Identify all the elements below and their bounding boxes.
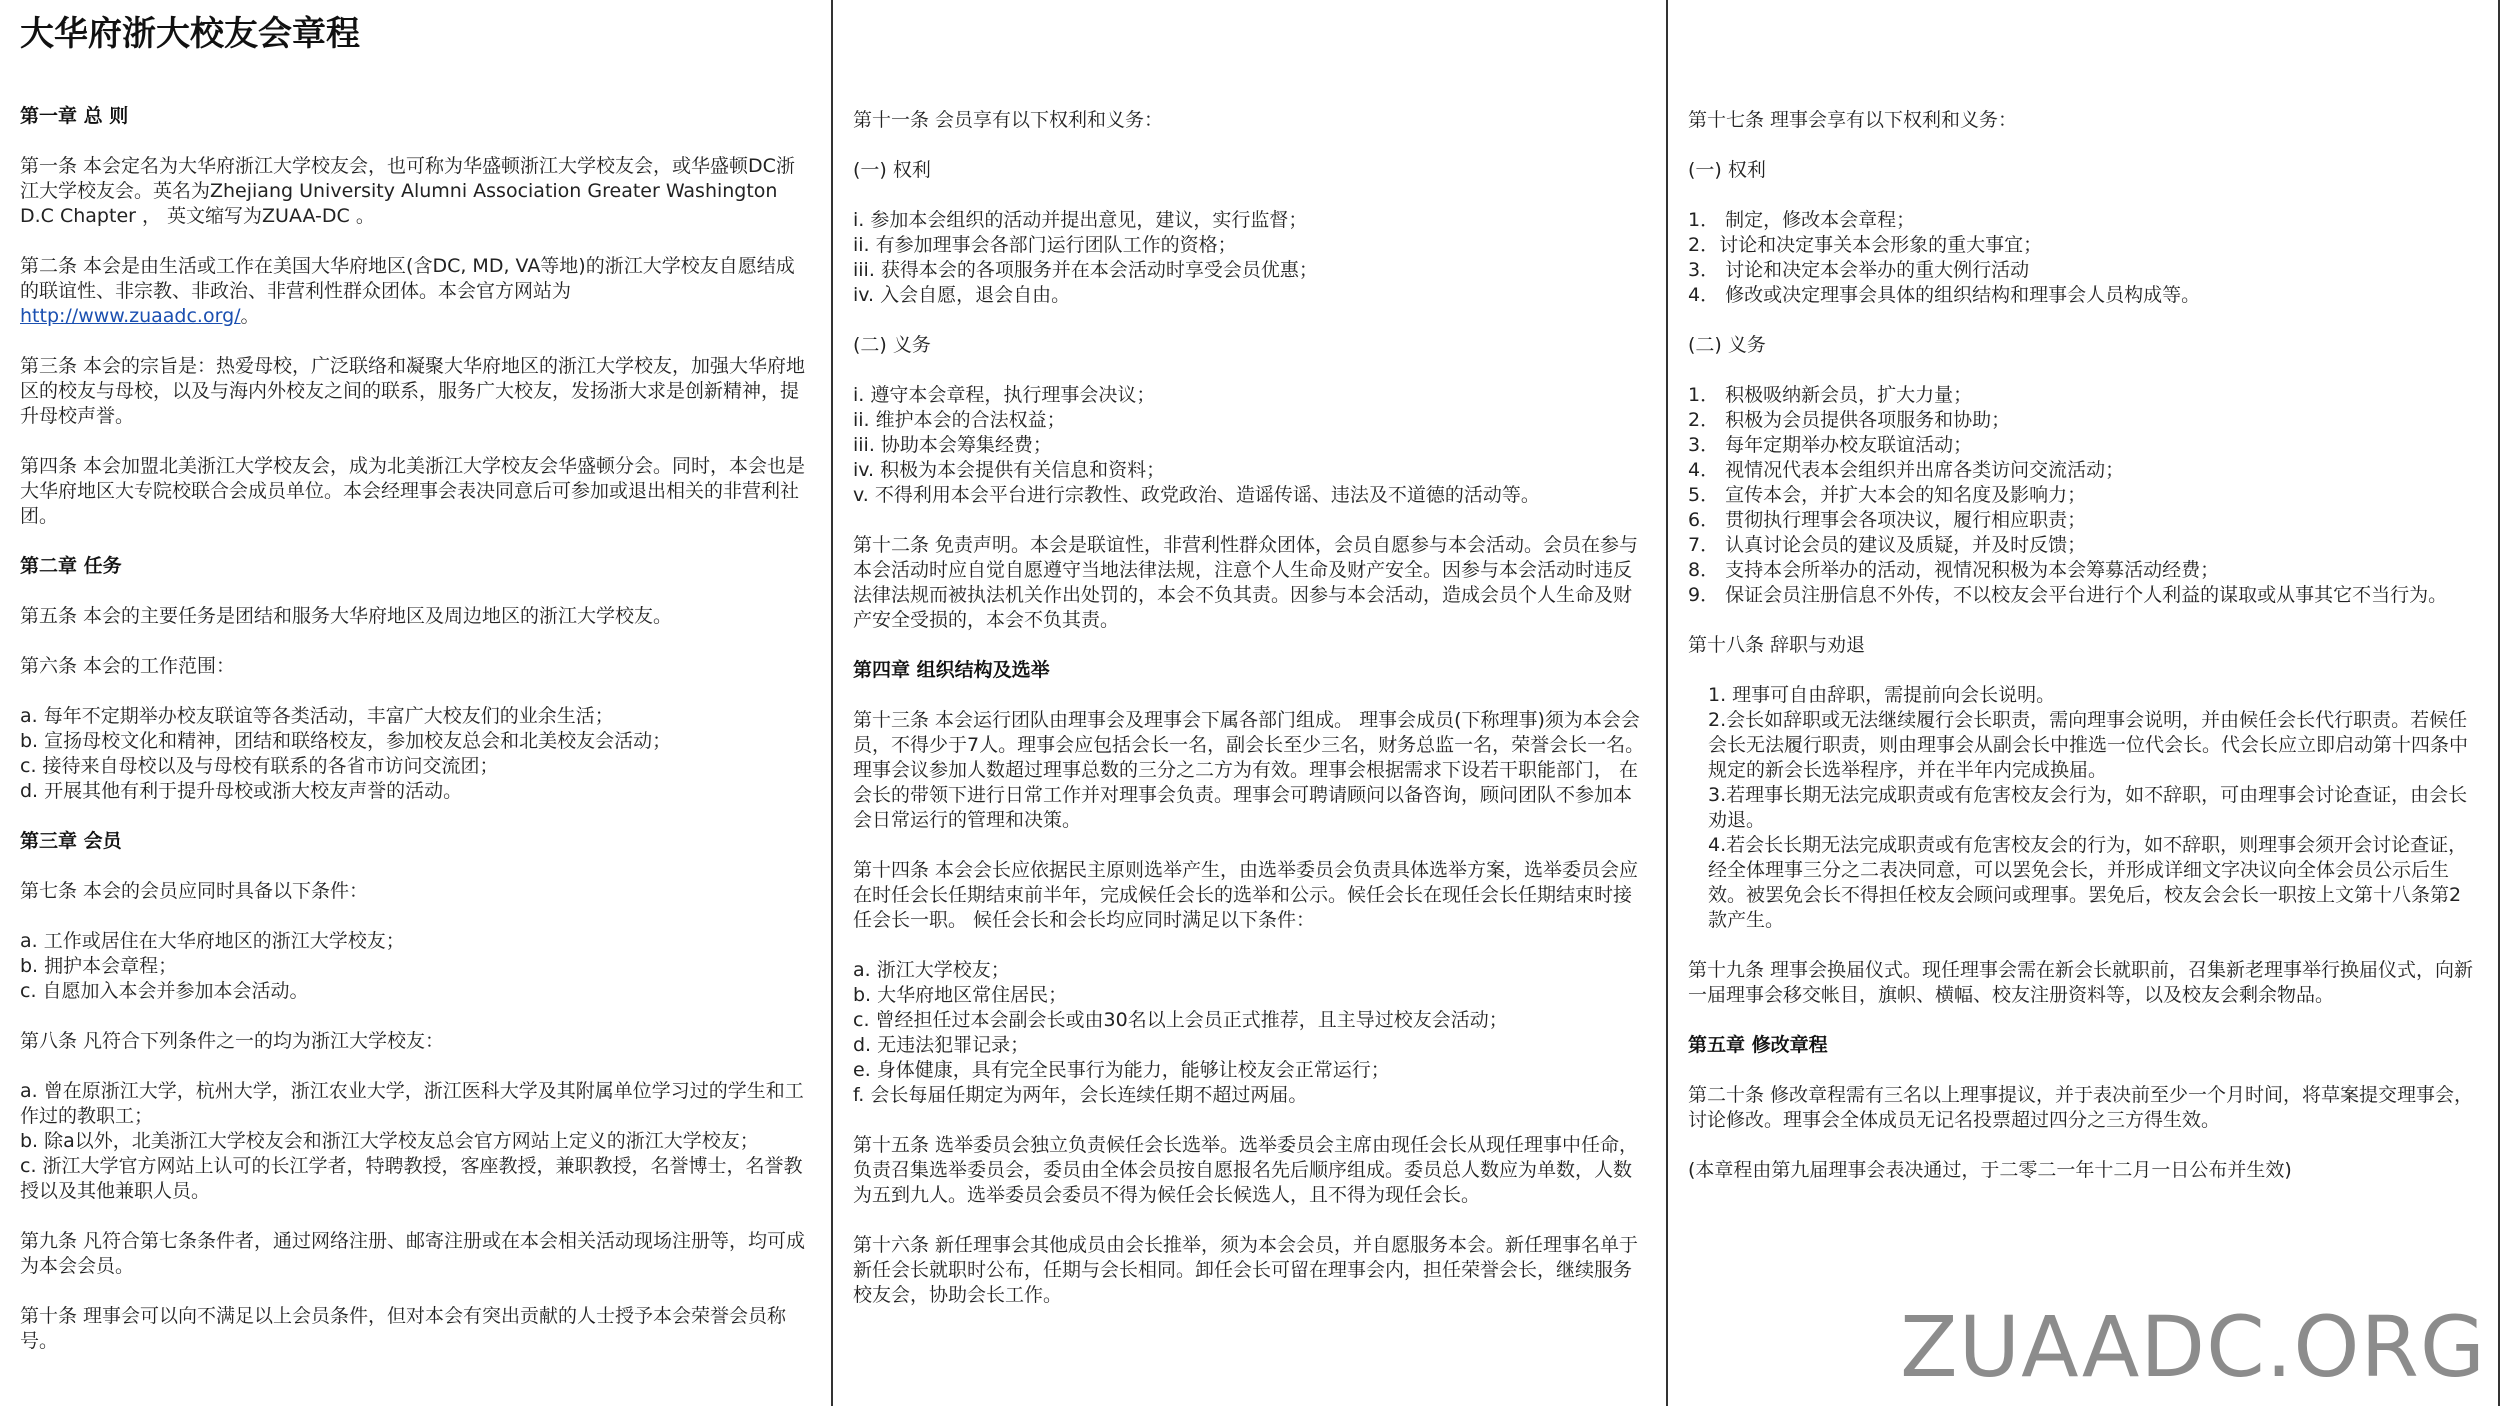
chapter-4-heading: 第四章 组织结构及选举 <box>853 659 1050 681</box>
column-3 <box>1668 0 2500 1406</box>
article-8: 第八条 凡符合下列条件之一的均为浙江大学校友： <box>20 1030 445 1052</box>
column-2 <box>833 0 1668 1406</box>
list-item: 2． 积极为会员提供各项服务和协助； <box>1688 409 2011 431</box>
official-website-link[interactable]: http://www.zuaadc.org/ <box>20 305 241 327</box>
list-item: 2．讨论和决定事关本会形象的重大事宜； <box>1688 234 2043 256</box>
list-item: iii. 获得本会的各项服务并在本会活动时享受会员优惠； <box>853 259 1318 281</box>
list-item: 4.若会长长期无法完成职责或有危害校友会的行为，如不辞职，则理事会须开会讨论查证，经全体理事三分之二表决同意，可以罢免会长，并形成详细文字决议向全体会员公示后生效。被罢免会长不得担任校友会顾问或理事。罢免后，校友会会长一职按上文第十八条第2款产生。 <box>1708 834 2468 931</box>
article-17-duties-list <box>1688 383 2478 608</box>
list-item: ii. 有参加理事会各部门运行团队工作的资格； <box>853 234 1237 256</box>
list-item: c. 曾经担任过本会副会长或由30名以上会员正式推荐，且主导过校友会活动； <box>853 1009 1508 1031</box>
article-11: 第十一条 会员享有以下权利和义务： <box>853 109 1164 131</box>
list-item: 5． 宣传本会，并扩大本会的知名度及影响力； <box>1688 484 2087 506</box>
list-item: d. 无违法犯罪记录； <box>853 1034 1030 1056</box>
article-14-list <box>853 958 1646 1108</box>
article-17: 第十七条 理事会享有以下权利和义务： <box>1688 109 2018 131</box>
article-6-list <box>20 704 811 804</box>
list-item: c. 接待来自母校以及与母校有联系的各省市访问交流团； <box>20 755 499 777</box>
article-17-duties-heading: (二) 义务 <box>1688 334 1766 356</box>
list-item: 6． 贯彻执行理事会各项决议，履行相应职责； <box>1688 509 2087 531</box>
list-item: d. 开展其他有利于提升母校或浙大校友声誉的活动。 <box>20 780 463 802</box>
list-item: 8． 支持本会所举办的活动，视情况积极为本会筹募活动经费； <box>1688 559 2220 581</box>
article-2 <box>20 254 811 329</box>
list-item: a. 工作或居住在大华府地区的浙江大学校友； <box>20 930 405 952</box>
article-7-list <box>20 929 811 1004</box>
list-item: iii. 协助本会筹集经费； <box>853 434 1052 456</box>
list-item: b. 拥护本会章程； <box>20 955 178 977</box>
list-item: c. 自愿加入本会并参加本会活动。 <box>20 980 309 1002</box>
article-18: 第十八条 辞职与劝退 <box>1688 634 1866 656</box>
list-item: a. 浙江大学校友； <box>853 959 1010 981</box>
column-1 <box>0 0 833 1406</box>
list-item: a. 曾在原浙江大学，杭州大学，浙江农业大学，浙江医科大学及其附属单位学习过的学生和工作过的教职工； <box>20 1080 804 1127</box>
article-16: 第十六条 新任理事会其他成员由会长推举，须为本会会员，并自愿服务本会。新任理事名单于新任会长就职时公布，任期与会长相同。卸任会长可留在理事会内，担任荣誉会长，继续服务校友会，协助会长工作。 <box>853 1234 1639 1306</box>
list-item: b. 除a以外，北美浙江大学校友会和浙江大学校友总会官方网站上定义的浙江大学校友； <box>20 1130 759 1152</box>
article-17-rights-list <box>1688 208 2478 308</box>
article-11-duties-list <box>853 383 1646 508</box>
list-item: 9． 保证会员注册信息不外传，不以校友会平台进行个人利益的谋取或从事其它不当行为。 <box>1688 584 2448 606</box>
article-15: 第十五条 选举委员会独立负责候任会长选举。选举委员会主席由现任会长从现任理事中任命，负责召集选举委员会，委员由全体会员按自愿报名先后顺序组成。委员总人数应为单数，人数为五到九人。选举委员会委员不得为候任会长候选人，且不得为现任会长。 <box>853 1134 1639 1206</box>
chapter-3-heading: 第三章 会员 <box>20 830 122 852</box>
list-item: 2.会长如辞职或无法继续履行会长职责，需向理事会说明，并由候任会长代行职责。若候任会长无法履行职责，则由理事会从副会长中推选一位代会长。代会长应立即启动第十四条中规定的新会长选举程序，并在半年内完成换届。 <box>1708 709 2469 781</box>
article-17-rights-heading: (一) 权利 <box>1688 159 1766 181</box>
article-20: 第二十条 修改章程需有三名以上理事提议，并于表决前至少一个月时间，将草案提交理事会，讨论修改。理事会全体成员无记名投票超过四分之三方得生效。 <box>1688 1084 2474 1131</box>
list-item: 1． 积极吸纳新会员，扩大力量； <box>1688 384 1973 406</box>
article-19: 第十九条 理事会换届仪式。现任理事会需在新会长就职前，召集新老理事举行换届仪式，向新一届理事会移交帐目，旗帜、横幅、校友注册资料等，以及校友会剩余物品。 <box>1688 959 2474 1006</box>
article-1: 第一条 本会定名为大华府浙江大学校友会，也可称为华盛顿浙江大学校友会，或华盛顿DC浙江大学校友会。英名为Zhejiang University Alumni Association Greater Washington D.C Chapter ， 英文缩写为ZUAA-DC 。 <box>20 155 795 227</box>
list-item: b. 宣扬母校文化和精神，团结和联络校友，参加校友总会和北美校友会活动； <box>20 730 672 752</box>
list-item: 1. 理事可自由辞职，需提前向会长说明。 <box>1708 684 2056 706</box>
list-item: iv. 积极为本会提供有关信息和资料； <box>853 459 1166 481</box>
list-item: i. 遵守本会章程，执行理事会决议； <box>853 384 1156 406</box>
list-item: v. 不得利用本会平台进行宗教性、政党政治、造谣传谣、违法及不道德的活动等。 <box>853 484 1540 506</box>
article-7: 第七条 本会的会员应同时具备以下条件： <box>20 880 369 902</box>
document-title: 大华府浙大校友会章程 <box>20 14 360 54</box>
site-watermark: ZUAADC.ORG <box>1900 1298 2486 1396</box>
article-4: 第四条 本会加盟北美浙江大学校友会，成为北美浙江大学校友会华盛顿分会。同时，本会也是大华府地区大专院校联合会成员单位。本会经理事会表决同意后可参加或退出相关的非营利社团。 <box>20 455 806 527</box>
chapter-5-heading: 第五章 修改章程 <box>1688 1034 1828 1056</box>
article-14: 第十四条 本会会长应依据民主原则选举产生，由选举委员会负责具体选举方案，选举委员会应在时任会长任期结束前半年，完成候任会长的选举和公示。候任会长在现任会长任期结束时接任会长一职。 候任会长和会长均应同时满足以下条件： <box>853 859 1639 931</box>
list-item: 4． 视情况代表本会组织并出席各类访问交流活动； <box>1688 459 2125 481</box>
adoption-note: (本章程由第九届理事会表决通过，于二零二一年十二月一日公布并生效) <box>1688 1159 2292 1181</box>
list-item: iv. 入会自愿，退会自由。 <box>853 284 1071 306</box>
article-11-duties-heading: (二) 义务 <box>853 334 931 356</box>
article-5: 第五条 本会的主要任务是团结和服务大华府地区及周边地区的浙江大学校友。 <box>20 605 673 627</box>
list-item: f. 会长每届任期定为两年，会长连续任期不超过两届。 <box>853 1084 1308 1106</box>
article-6: 第六条 本会的工作范围： <box>20 655 236 677</box>
article-9: 第九条 凡符合第七条条件者，通过网络注册、邮寄注册或在本会相关活动现场注册等，均可成为本会会员。 <box>20 1230 806 1277</box>
article-2-end: 。 <box>240 305 260 327</box>
list-item: a. 每年不定期举办校友联谊等各类活动，丰富广大校友们的业余生活； <box>20 705 614 727</box>
list-item: 1． 制定，修改本会章程； <box>1688 209 1916 231</box>
list-item: ii. 维护本会的合法权益； <box>853 409 1066 431</box>
article-3: 第三条 本会的宗旨是：热爱母校，广泛联络和凝聚大华府地区的浙江大学校友，加强大华府地区的校友与母校，以及与海内外校友之间的联系，服务广大校友，发扬浙大求是创新精神，提升母校声誉。 <box>20 355 806 427</box>
article-18-list <box>1688 683 2478 933</box>
list-item: 7． 认真讨论会员的建议及质疑，并及时反馈； <box>1688 534 2087 556</box>
list-item: 4． 修改或决定理事会具体的组织结构和理事会人员构成等。 <box>1688 284 2201 306</box>
article-12: 第十二条 免责声明。本会是联谊性，非营利性群众团体，会员自愿参与本会活动。会员在参与本会活动时应自觉自愿遵守当地法律法规，注意个人生命及财产安全。因参与本会活动时违反法律法规而被执法机关作出处罚的，本会不负其责。因参与本会活动，造成会员个人生命及财产安全受损的，本会不负其责。 <box>853 534 1639 631</box>
article-13: 第十三条 本会运行团队由理事会及理事会下属各部门组成。 理事会成员(下称理事)须为本会会员，不得少于7人。理事会应包括会长一名，副会长至少三名，财务总监一名，荣誉会长一名。理事会议参加人数超过理事总数的三分之二方为有效。理事会根据需求下设若干职能部门， 在会长的带领下进行日常工作并对理事会负责。理事会可聘请顾问以备咨询，顾问团队不参加本会日常运行的管理和决策。 <box>853 709 1645 831</box>
list-item: 3． 讨论和决定本会举办的重大例行活动 <box>1688 259 2030 281</box>
list-item: e. 身体健康，具有完全民事行为能力，能够让校友会正常运行； <box>853 1059 1390 1081</box>
list-item: 3.若理事长期无法完成职责或有危害校友会行为，如不辞职，可由理事会讨论查证，由会长劝退。 <box>1708 784 2468 831</box>
list-item: 3． 每年定期举办校友联谊活动； <box>1688 434 1973 456</box>
article-2-text: 第二条 本会是由生活或工作在美国大华府地区(含DC, MD, VA等地)的浙江大学校友自愿结成的联谊性、非宗教、非政治、非营利性群众团体。本会官方网站为 <box>20 255 795 302</box>
article-10: 第十条 理事会可以向不满足以上会员条件，但对本会有突出贡献的人士授予本会荣誉会员称号。 <box>20 1305 787 1352</box>
chapter-1-heading: 第一章 总 则 <box>20 105 129 127</box>
list-item: i. 参加本会组织的活动并提出意见，建议，实行监督； <box>853 209 1308 231</box>
article-11-rights-heading: (一) 权利 <box>853 159 931 181</box>
chapter-2-heading: 第二章 任务 <box>20 555 122 577</box>
article-11-rights-list <box>853 208 1646 308</box>
list-item: b. 大华府地区常住居民； <box>853 984 1068 1006</box>
article-8-list <box>20 1079 811 1204</box>
list-item: c. 浙江大学官方网站上认可的长江学者，特聘教授，客座教授，兼职教授，名誉博士，名誉教授以及其他兼职人员。 <box>20 1155 803 1202</box>
